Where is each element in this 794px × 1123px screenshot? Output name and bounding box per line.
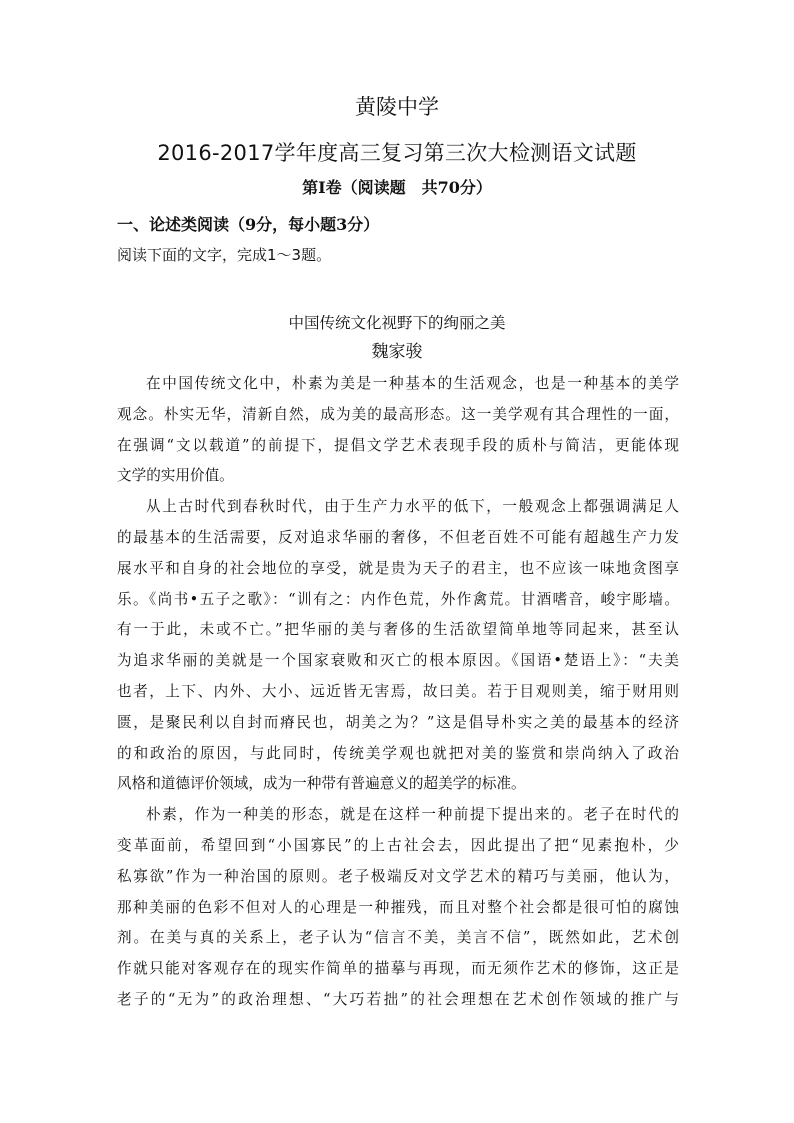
text-line: 变革面前，希望回到“小国寡民”的上古社会去，因此提出了把“见素抱朴，少 <box>117 836 679 854</box>
text-line: 文学的实用价值。 <box>117 467 234 485</box>
text-line: 也者，上下、内外、大小、远近皆无害焉，故曰美。若于目观则美，缩于财用则 <box>117 682 679 700</box>
article-author: 魏家骏 <box>371 342 423 362</box>
text-line: 匮，是聚民利以自封而瘠民也，胡美之为？”这是倡导朴实之美的最基本的经济 <box>117 713 679 731</box>
article-paragraph-1 <box>117 369 679 492</box>
article-body <box>117 369 679 1016</box>
text-line: 的和政治的原因，与此同时，传统美学观也就把对美的鉴赏和崇尚纳入了政治 <box>117 744 679 762</box>
text-line: 展水平和自身的社会地位的享受，就是贵为天子的君主，也不应该一味地贪图享 <box>117 559 679 577</box>
text-line: 老子的“无为”的政治理想、“大巧若拙”的社会理想在艺术创作领域的推广与 <box>117 990 679 1008</box>
exam-title: 2016-2017学年度高三复习第三次大检测语文试题 <box>157 141 637 165</box>
section-heading: 一、论述类阅读（9分，每小题3分） <box>117 215 380 234</box>
text-line: 朴素，作为一种美的形态，就是在这样一种前提下提出来的。老子在时代的 <box>146 806 679 824</box>
text-line: 剂。在美与真的关系上，老子认为“信言不美，美言不信”，既然如此，艺术创 <box>117 929 679 947</box>
volume-heading: 第Ⅰ卷（阅读题 共70分） <box>302 178 492 197</box>
text-line: 有一于此，未或不亡。”把华丽的美与奢侈的生活欲望简单地等同起来，甚至认 <box>117 621 679 639</box>
article-title: 中国传统文化视野下的绚丽之美 <box>288 314 506 332</box>
article-paragraph-2 <box>117 492 679 800</box>
text-line: 从上古时代到春秋时代，由于生产力水平的低下，一般观念上都强调满足人 <box>146 498 679 516</box>
text-line: 风格和道德评价领域，成为一种带有普遍意义的超美学的标准。 <box>117 775 526 793</box>
section-instruction: 阅读下面的文字，完成1～3题。 <box>117 246 332 264</box>
text-line: 的最基本的生活需要，反对追求华丽的奢侈，不但老百姓不可能有超越生产力发 <box>117 528 679 546</box>
text-line: 作就只能对客观存在的现实作简单的描摹与再现，而无须作艺术的修饰，这正是 <box>117 960 679 978</box>
text-line: 在强调“文以载道”的前提下，提倡文学艺术表现手段的质朴与简洁，更能体现 <box>117 436 679 454</box>
text-line: 为追求华丽的美就是一个国家衰败和灭亡的根本原因。《国语•楚语上》：“夫美 <box>117 652 679 670</box>
text-line: 在中国传统文化中，朴素为美是一种基本的生活观念，也是一种基本的美学 <box>146 375 679 392</box>
text-line: 私寡欲”作为一种治国的原则。老子极端反对文学艺术的精巧与美丽，他认为， <box>117 867 679 885</box>
article-paragraph-3 <box>117 800 679 1016</box>
text-line: 乐。《尚书•五子之歌》：“训有之：内作色荒，外作禽荒。甘酒嗜音，峻宇彫墙。 <box>117 590 679 608</box>
text-line: 那种美丽的色彩不但对人的心理是一种摧残，而且对整个社会都是很可怕的腐蚀 <box>117 898 679 916</box>
text-line: 观念。朴实无华，清新自然，成为美的最高形态。这一美学观有其合理性的一面， <box>117 405 679 423</box>
school-name: 黄陵中学 <box>355 95 439 119</box>
